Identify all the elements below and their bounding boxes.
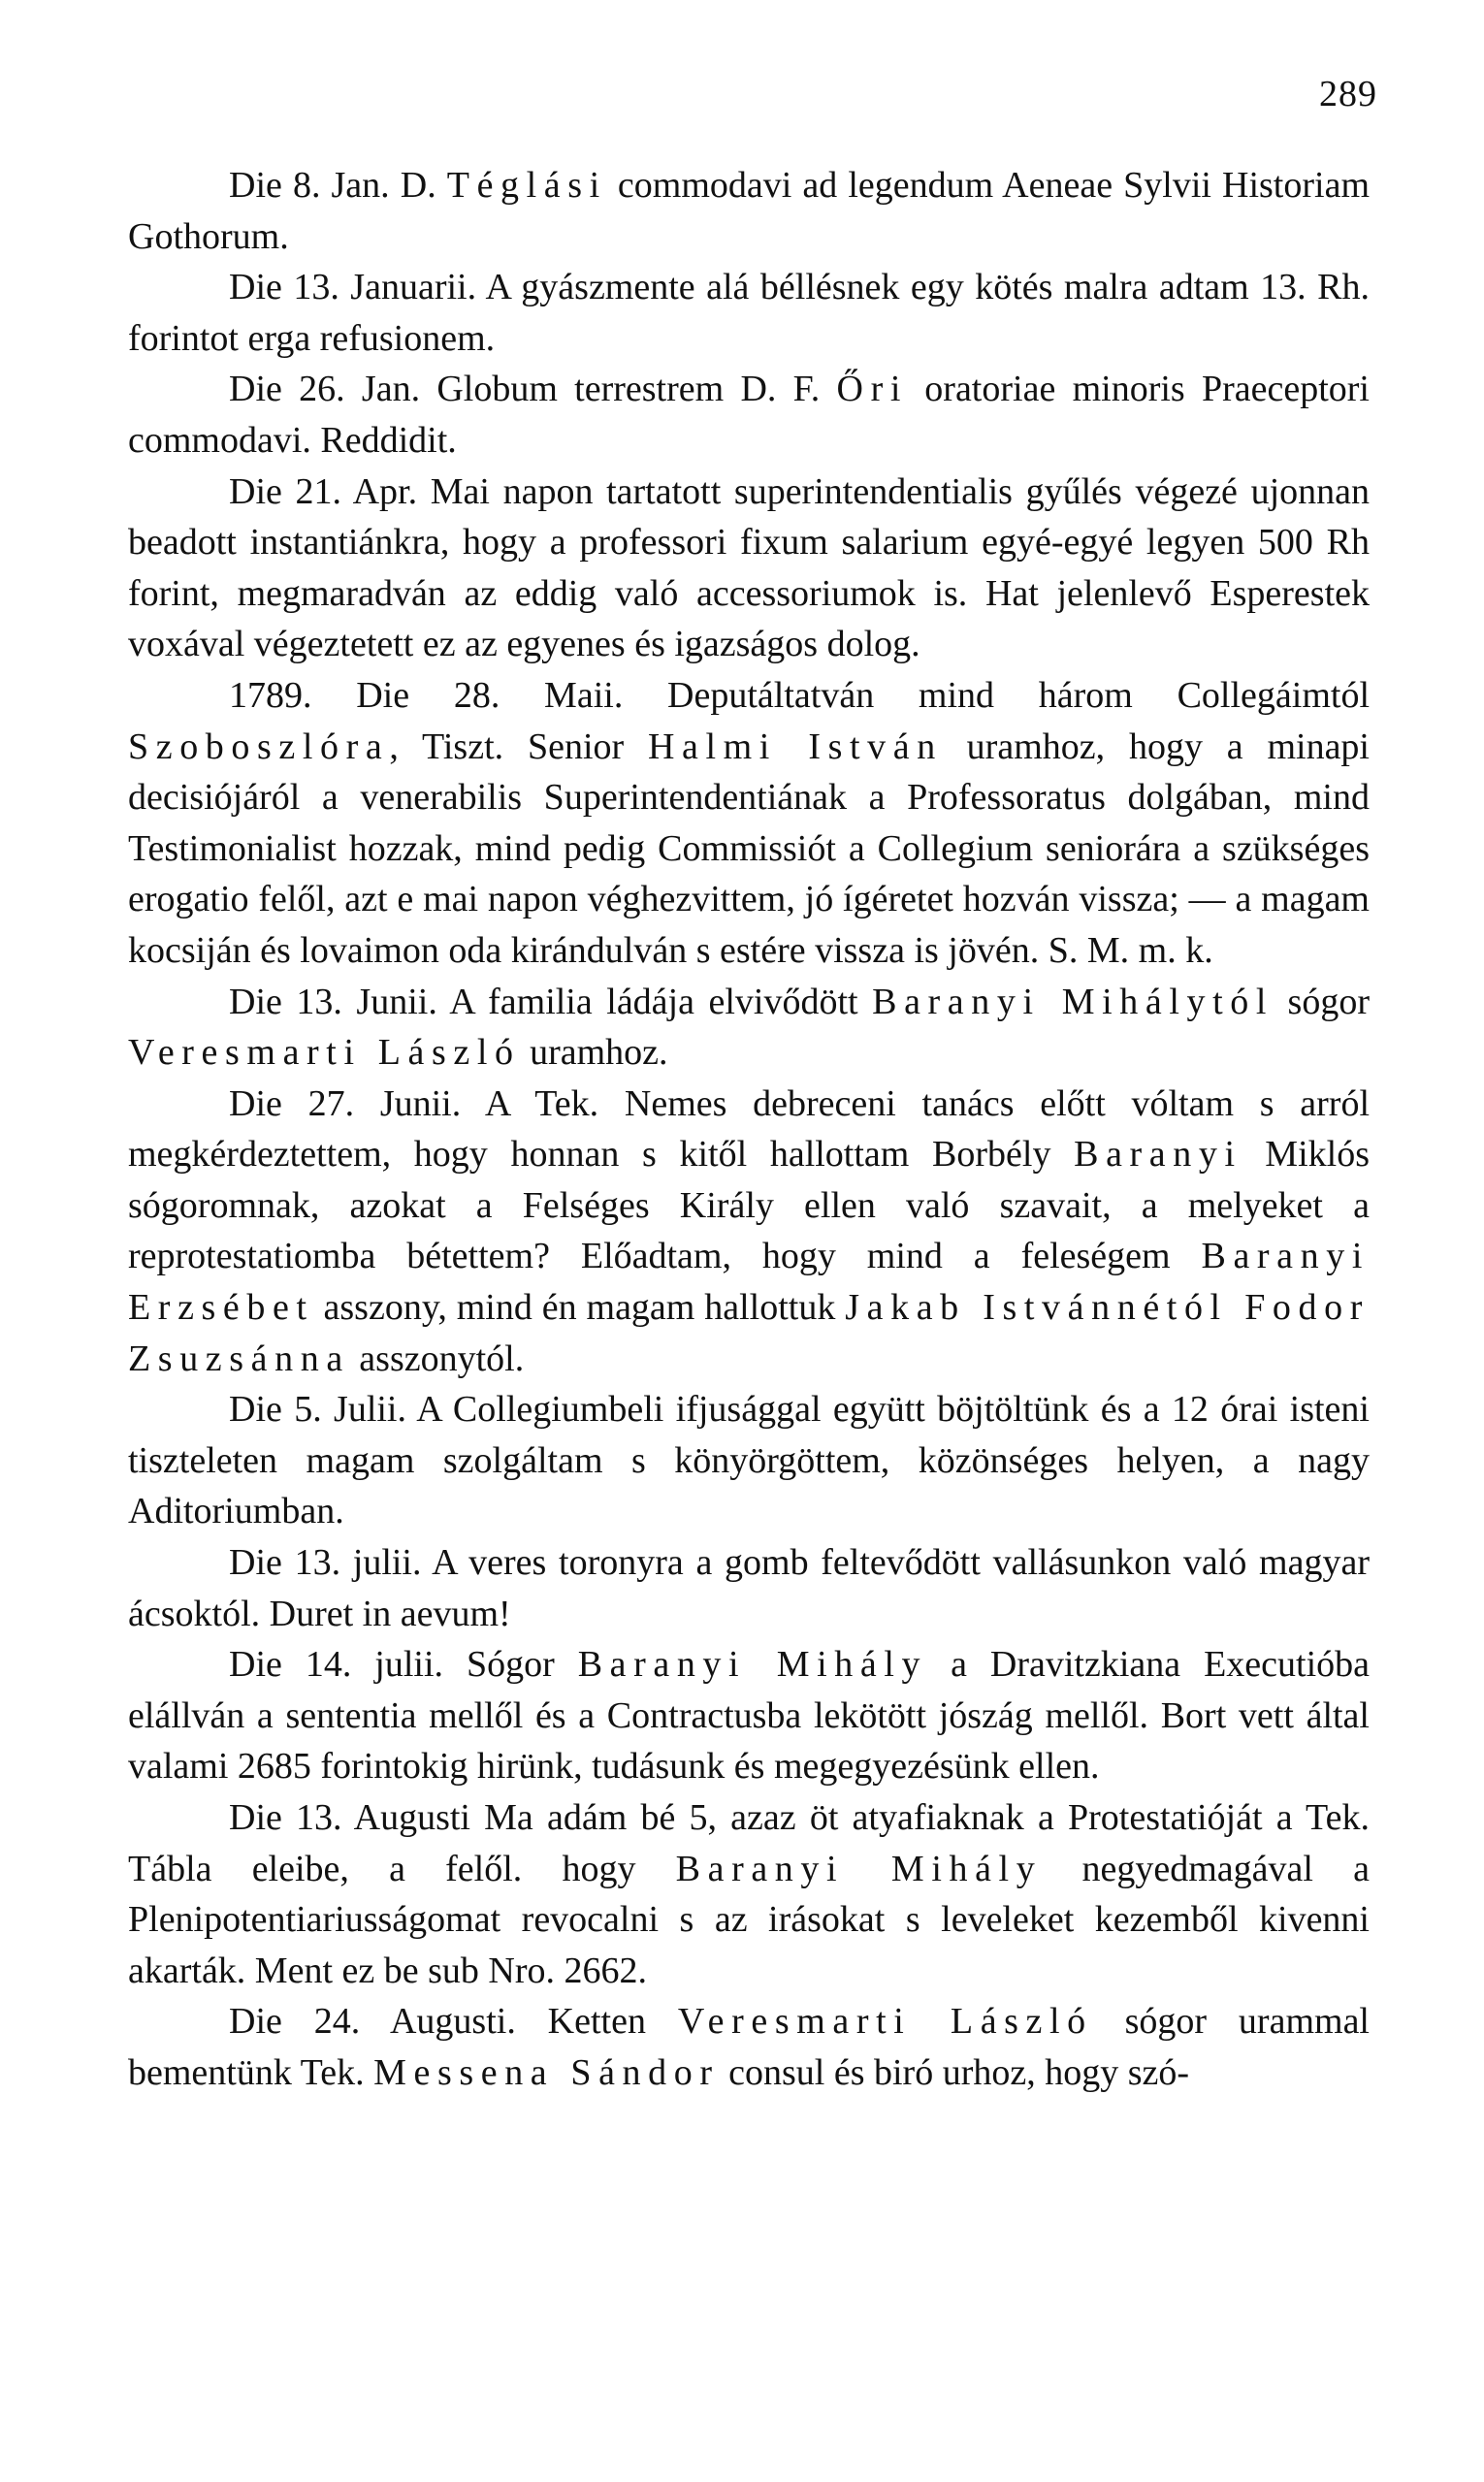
spaced-name: Őri: [836, 369, 909, 410]
spaced-name: Baranyi: [1074, 1134, 1242, 1176]
spaced-name: Baranyi Mihály: [577, 1644, 928, 1686]
entry-text: Die 13. Augusti Ma adám bé 5, azaz öt atyafiaknak a Protestatióját a Tek. Tábla eleibe, a felől. hogy: [128, 1797, 1370, 1889]
page-number: 289: [1319, 74, 1377, 114]
entry-text: consul és biró urhoz, hogy szó-: [719, 2051, 1190, 2093]
entry-text: a Dravitzkiana Executióba elállván a sententia mellől és a Contractusba lekötött jószág mellől. Bort vett által valami 2685 forintokig hirünk, tudásunk és megegyezésünk ellen.: [128, 1644, 1371, 1788]
spaced-name: Messena Sándor: [373, 2051, 720, 2093]
entry-text: uramhoz, hogy a minapi decisiójáról a venerabilis Superintendentiának a Professoratus dolgában, mind Testimonialist hozzak, mind pedig Commissiót a Collegium seniorára a szükséges erogatio felől, azt e mai napon véghezvittem, jó ígéretet hozván vissza; — a magam kocsiján és lovaimon oda kirándulván s estére vissza is jövén. S. M. m. k.: [128, 725, 1370, 971]
spaced-name: Veresmarti László: [677, 2001, 1093, 2043]
entry-text: 1789. Die 28. Maii. Deputáltatván mind három Collegáimtól: [229, 674, 1370, 716]
entry-text: asszonytól.: [349, 1338, 525, 1379]
diary-text: [128, 160, 1370, 2099]
diary-entry: [128, 977, 1370, 1079]
spaced-name: Szoboszlóra: [128, 725, 390, 767]
diary-entry: [128, 1079, 1370, 1385]
diary-entry: [128, 364, 1370, 466]
diary-entry: [128, 670, 1370, 977]
spaced-name: Baranyi Mihálytól: [872, 981, 1274, 1022]
diary-entry: [128, 262, 1370, 364]
diary-entry: [128, 1384, 1370, 1537]
entry-text: Die 13. julii. A veres toronyra a gomb feltevődött vallásunkon való magyar ácsoktól. Duret in aevum!: [128, 1542, 1370, 1634]
spaced-name: Baranyi Erzsébet: [128, 1236, 1370, 1329]
diary-entry: [128, 1537, 1370, 1639]
entry-text: Die 24. Augusti. Ketten: [229, 2001, 678, 2043]
diary-entry: [128, 1639, 1370, 1792]
diary-entry: [128, 467, 1370, 670]
entry-text: asszony, mind én magam hallottuk: [313, 1287, 846, 1329]
diary-entry: [128, 1792, 1370, 1996]
entry-text: uramhoz.: [520, 1032, 668, 1074]
entry-text: Die 8. Jan. D.: [229, 165, 447, 206]
spaced-name: Baranyi Mihály: [675, 1848, 1043, 1889]
entry-text: oratoriae minoris Praeceptori commodavi. Reddidit.: [128, 369, 1370, 461]
entry-text: Die 5. Julii. A Collegiumbeli ifjusággal együtt böjtöltünk és a 12 órai isteni tiszteleten magam szolgáltam s könyörgöttem, közönséges helyen, a nagy Aditoriumban.: [128, 1389, 1370, 1532]
diary-entry: [128, 1996, 1370, 2098]
spaced-name: Jakab Istvánnétól Fodor Zsuzsánna: [128, 1287, 1370, 1379]
entry-text: Miklós sógoromnak, azokat a Felséges Király ellen való szavait, a melyeket a reprotestatiomba bétettem? Előadtam, hogy mind a feleségem: [128, 1134, 1370, 1277]
entry-text: sógor urammal bementünk Tek.: [128, 2001, 1370, 2093]
spaced-name: Veresmarti László: [128, 1032, 521, 1074]
entry-text: sógor: [1274, 981, 1370, 1022]
entry-text: Die 14. julii. Sógor: [229, 1644, 578, 1686]
diary-entry: [128, 160, 1370, 262]
entry-text: Die 26. Jan. Globum terrestrem D. F.: [229, 369, 837, 410]
spaced-name: Téglási: [446, 165, 607, 206]
entry-text: Die 27. Junii. A Tek. Nemes debreceni tanács előtt vóltam s arról megkérdeztettem, hogy honnan s kitől hallottam Borbély: [128, 1082, 1370, 1176]
entry-text: Die 13. Junii. A familia ládája elvivődött: [229, 981, 873, 1022]
entry-text: Die 13. Januarii. A gyászmente alá béllésnek egy kötés malra adtam 13. Rh. forintot erga refusionem.: [128, 267, 1370, 359]
spaced-name: Halmi István: [647, 725, 943, 767]
entry-text: commodavi ad legendum Aeneae Sylvii Historiam Gothorum.: [128, 165, 1370, 257]
entry-text: , Tiszt. Senior: [389, 725, 648, 767]
entry-text: negyedmagával a Plenipotentiariusságomat revocalni s az irásokat s leveleket kezemből kivenni akarták. Ment ez be sub Nro. 2662.: [128, 1848, 1370, 1991]
entry-text: Die 21. Apr. Mai napon tartatott superintendentialis gyűlés végezé ujonnan beadott instantiánkra, hogy a professori fixum salarium egyé-egyé legyen 500 Rh forint, megmaradván az eddig való accessoriumok is. Hat jelenlevő Esperestek voxával végeztetett ez az egyenes és igazságos dolog.: [128, 470, 1370, 665]
